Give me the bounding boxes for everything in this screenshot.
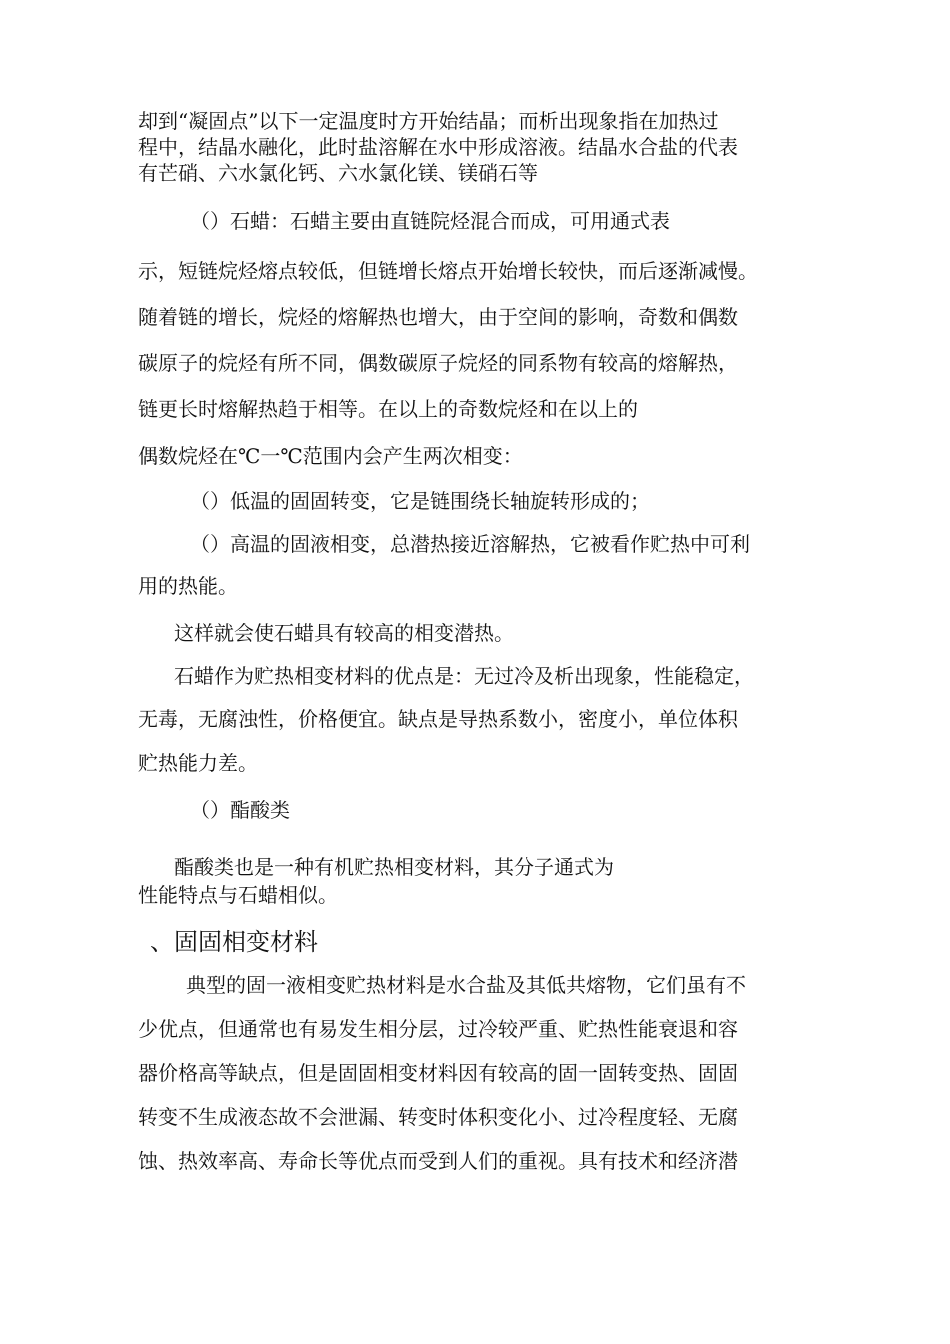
text-line: 示，短链烷烃熔点较低，但链增长熔点开始增长较快，而后逐渐减慢。 xyxy=(138,259,758,283)
text-line: 有芒硝、六水氯化钙、六水氯化镁、镁硝石等 xyxy=(138,161,538,185)
text-line: 偶数烷烃在℃一℃范围内会产生两次相变： xyxy=(138,444,523,468)
list-item: （）低温的固固转变，它是链围绕长轴旋转形成的； xyxy=(190,489,650,513)
text-line: 器价格高等缺点，但是固固相变材料因有较高的固一固转变热、固固 xyxy=(138,1061,738,1085)
text-line: 程中，结晶水融化，此时盐溶解在水中形成溶液。结晶水合盐的代表 xyxy=(138,135,738,159)
subheading-fatty-acid: （）酯酸类 xyxy=(190,798,290,822)
subheading-paraffin: （）石蜡：石蜡主要由直链院烃混合而成，可用通式表 xyxy=(190,209,670,233)
text-line: 这样就会使石蜡具有较高的相变潜热。 xyxy=(174,621,514,645)
text-line: 石蜡作为贮热相变材料的优点是：无过冷及析出现象，性能稳定， xyxy=(174,664,754,688)
text-line: 随着链的增长，烷烃的熔解热也增大，由于空间的影响，奇数和偶数 xyxy=(138,305,738,329)
text-line: 贮热能力差。 xyxy=(138,751,258,775)
text-line: 却到“凝固点”以下一定温度时方开始结晶；而析出现象指在加热过 xyxy=(138,109,719,133)
text-line: 链更长时熔解热趋于相等。在以上的奇数烷烃和在以上的 xyxy=(138,397,638,421)
list-item: （）高温的固液相变，总潜热接近溶解热，它被看作贮热中可利 xyxy=(190,532,750,556)
text-line: 典型的固一液相变贮热材料是水合盐及其低共熔物，它们虽有不 xyxy=(186,973,746,997)
text-line: 蚀、热效率高、寿命长等优点而受到人们的重视。具有技术和经济潜 xyxy=(138,1149,738,1173)
text-line: 碳原子的烷烃有所不同，偶数碳原子烷烃的同系物有较高的熔解热， xyxy=(138,351,738,375)
section-heading: 、固固相变材料 xyxy=(150,928,318,956)
text-line: 无毒，无腐浊性，价格便宜。缺点是导热系数小，密度小，单位体积 xyxy=(138,707,738,731)
text-line: 转变不生成液态故不会泄漏、转变时体积变化小、过冷程度轻、无腐 xyxy=(138,1105,738,1129)
text-line: 酯酸类也是一种有机贮热相变材料，其分子通式为 xyxy=(174,855,614,879)
text-line: 性能特点与石蜡相似。 xyxy=(138,883,338,907)
text-line: 少优点，但通常也有易发生相分层，过冷较严重、贮热性能衰退和容 xyxy=(138,1017,738,1041)
text-line: 用的热能。 xyxy=(138,574,238,598)
